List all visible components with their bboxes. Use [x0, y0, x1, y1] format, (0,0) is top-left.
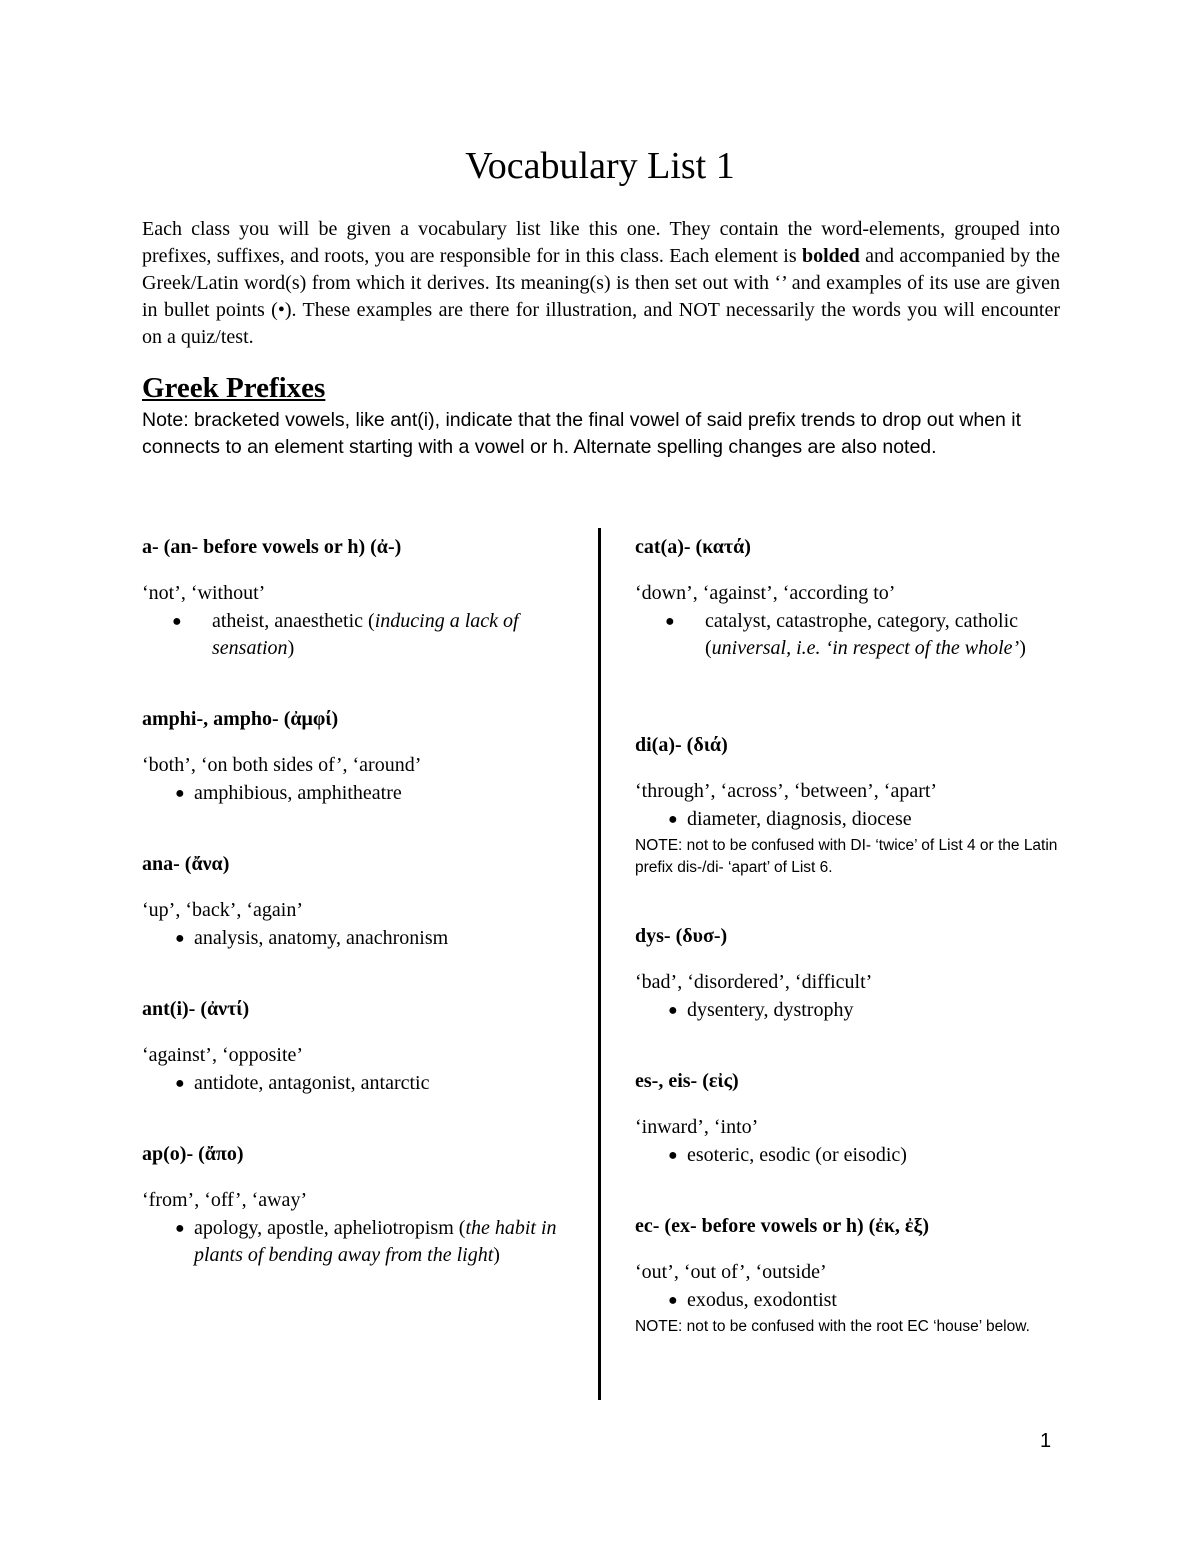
bullet-icon: ● [668, 1002, 678, 1019]
example-list [635, 1287, 1065, 1314]
entry-head: a- (an- before vowels or h) (ἀ-) [142, 536, 402, 558]
entry-a [142, 534, 572, 662]
intro-text-1: Each class you will be given a vocabulary list like this one. They contain the word-elements, grouped into prefixes, suffixes, and roots, you are responsible for in this class. Each element is [142, 218, 1060, 267]
entry-meaning: ‘both’, ‘on both sides of’, ‘around’ [142, 754, 422, 776]
entry-ec [635, 1213, 1065, 1338]
bullet-icon: ● [665, 613, 675, 630]
page-title: Vocabulary List 1 [465, 145, 735, 187]
entry-head: ana- (ἄνα) [142, 853, 230, 875]
entry-amphi [142, 706, 572, 807]
example-item: ● atheist, anaesthetic (inducing a lack of sensation) [172, 610, 519, 659]
entry-dys [635, 923, 1065, 1024]
entry-head: ap(o)- (ἄπο) [142, 1143, 244, 1165]
example-item: ● catalyst, catastrophe, category, catholic (universal, i.e. ‘in respect of the whole’) [665, 610, 1026, 659]
entry-head: amphi-, ampho- (ἀμφί) [142, 708, 339, 730]
example-list [142, 925, 572, 952]
example-list [635, 608, 1065, 662]
bullet-icon: ● [668, 811, 678, 828]
bullet-icon: ● [175, 1075, 185, 1092]
section-note: Note: bracketed vowels, like ant(i), indicate that the final vowel of said prefix trends to drop out when it connects to an element starting with a vowel or h. Alternate spelling changes are also noted. [142, 409, 1022, 458]
entry-meaning: ‘down’, ‘against’, ‘according to’ [635, 582, 896, 604]
entry-head: es-, eis- (εἰς) [635, 1070, 739, 1092]
entry-meaning: ‘from’, ‘off’, ‘away’ [142, 1189, 308, 1211]
entry-meaning: ‘against’, ‘opposite’ [142, 1044, 304, 1066]
entry-head: di(a)- (διά) [635, 734, 728, 756]
entry-apo [142, 1141, 572, 1269]
entry-head: ant(i)- (ἀντί) [142, 998, 250, 1020]
example-item: ● exodus, exodontist [635, 1287, 1065, 1314]
bullet-icon: ● [175, 1220, 185, 1237]
example-item: ● esoteric, esodic (or eisodic) [635, 1142, 1065, 1169]
entry-note: NOTE: not to be confused with the root EC ‘house’ below. [635, 1318, 1030, 1335]
example-item: ● apology, apostle, apheliotropism (the habit in plants of bending away from the light) [175, 1217, 557, 1266]
entry-head: ec- (ex- before vowels or h) (ἐκ, ἐξ) [635, 1215, 930, 1237]
column-divider [598, 528, 601, 1400]
example-item: ● analysis, anatomy, anachronism [142, 925, 572, 952]
intro-bold-word: bolded [801, 245, 860, 267]
entry-head: cat(a)- (κατά) [635, 536, 751, 558]
example-list [142, 780, 572, 807]
entry-meaning: ‘not’, ‘without’ [142, 582, 266, 604]
bullet-icon: ● [175, 785, 185, 802]
example-list [635, 997, 1065, 1024]
entry-meaning: ‘through’, ‘across’, ‘between’, ‘apart’ [635, 780, 938, 802]
entry-ana [142, 851, 572, 952]
entry-note: NOTE: not to be confused with DI- ‘twice’ of List 4 or the Latin prefix dis-/di- ‘apart’ of List 6. [635, 837, 1058, 876]
example-item: ● dysentery, dystrophy [635, 997, 1065, 1024]
entry-head: dys- (δυσ-) [635, 925, 728, 947]
example-item: ● amphibious, amphitheatre [142, 780, 572, 807]
example-list [142, 1070, 572, 1097]
entry-meaning: ‘bad’, ‘disordered’, ‘difficult’ [635, 971, 873, 993]
entry-meaning: ‘out’, ‘out of’, ‘outside’ [635, 1261, 827, 1283]
example-item: ● antidote, antagonist, antarctic [142, 1070, 572, 1097]
example-item: ● diameter, diagnosis, diocese [635, 806, 1065, 833]
bullet-icon: ● [668, 1292, 678, 1309]
bullet-icon: ● [172, 613, 182, 630]
example-list [142, 1215, 572, 1269]
entry-anti [142, 996, 572, 1097]
section-heading: Greek Prefixes [142, 372, 326, 404]
example-list [635, 1142, 1065, 1169]
entry-meaning: ‘up’, ‘back’, ‘again’ [142, 899, 304, 921]
page-number: 1 [1040, 1430, 1052, 1452]
intro-paragraph [142, 216, 1060, 351]
entry-meaning: ‘inward’, ‘into’ [635, 1116, 759, 1138]
entry-es [635, 1068, 1065, 1169]
example-list [142, 608, 572, 662]
entry-dia [635, 732, 1065, 879]
example-list [635, 806, 1065, 833]
entry-cata [635, 534, 1065, 662]
bullet-icon: ● [668, 1147, 678, 1164]
intro-text-2: and accompanied by the Greek/Latin word(s) from which it derives. Its meaning(s) is then set out with ‘’ and examples of its use are given in bullet points (•). These examples are there for illustration, and NOT necessarily the words you will encounter on a quiz/test. [142, 245, 1060, 348]
bullet-icon: ● [175, 930, 185, 947]
